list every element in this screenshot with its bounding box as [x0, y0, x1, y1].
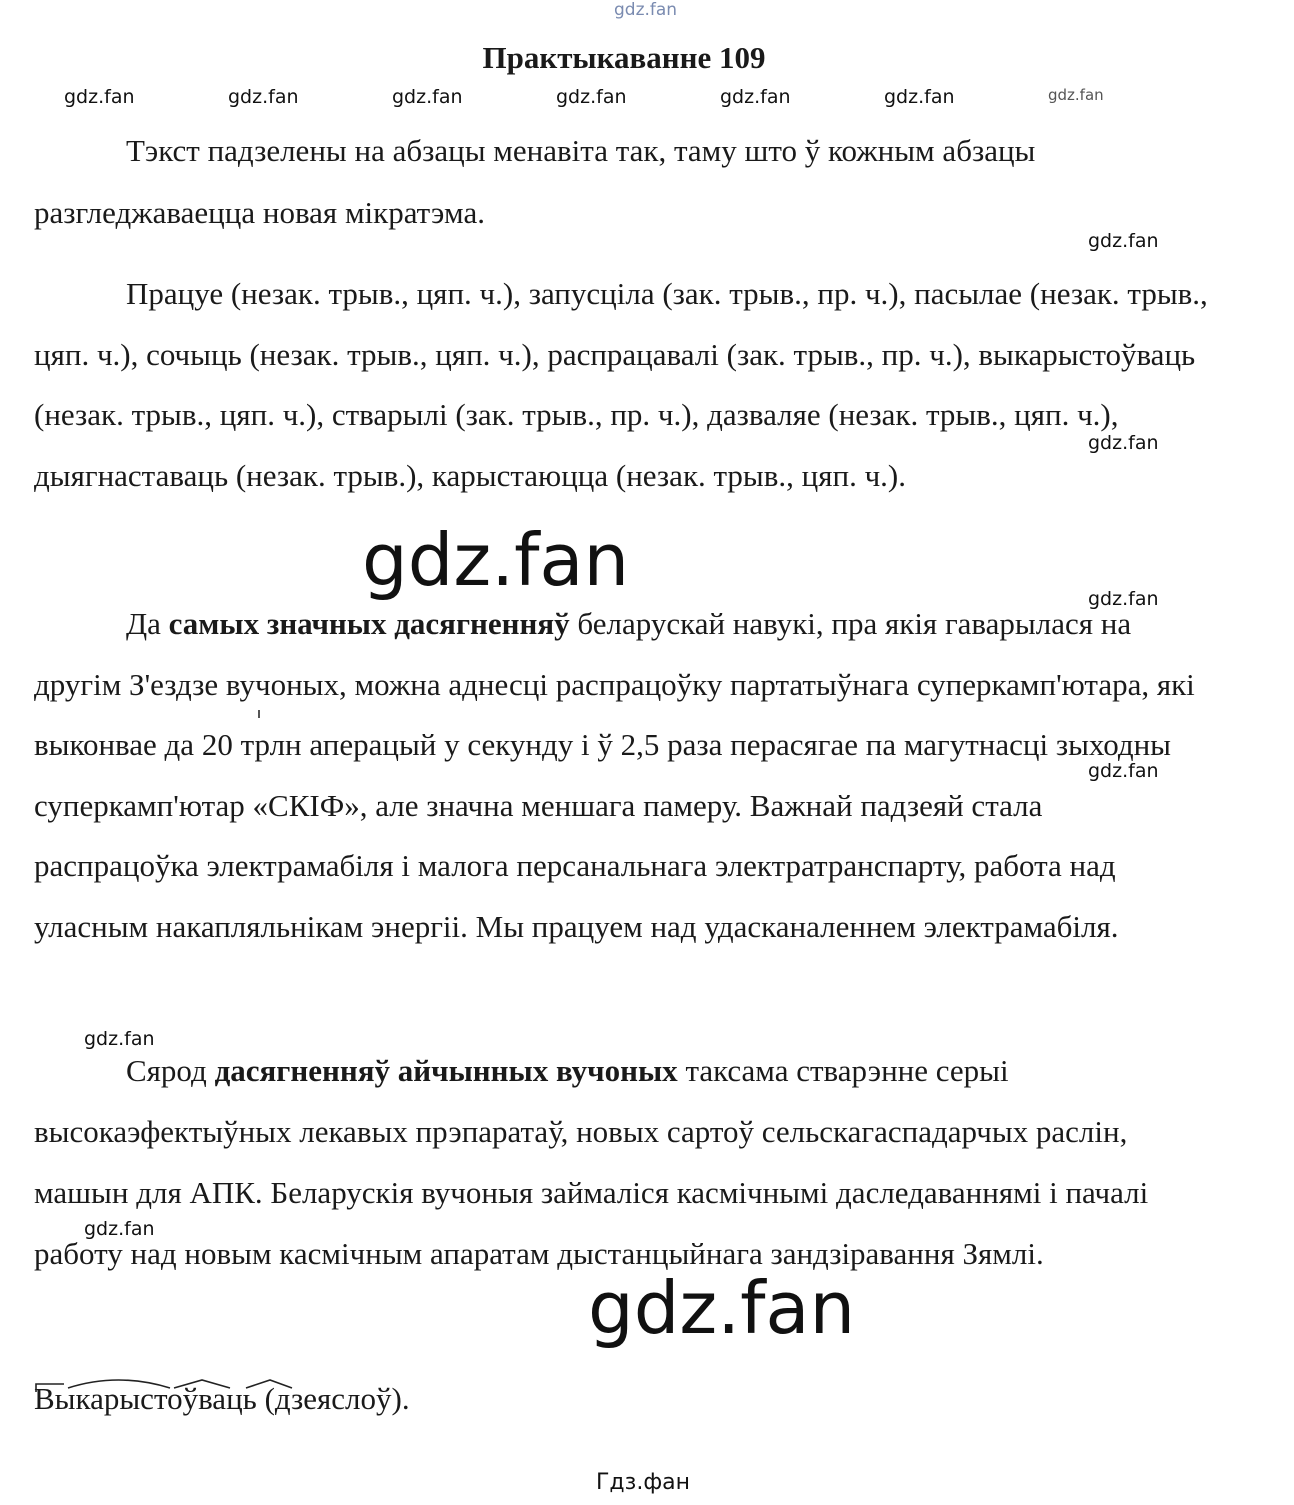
paragraph-4-rest: таксама стварэнне серыі высокаэфектыўных лекавых прэпаратаў, новых сартоў сельскагаспадарчых раслін, машын для АПК. Беларускія вучоныя займаліся касмічнымі даследаваннямі і пачалі работу над новым касмічным апаратам дыстанцыйнага зандзіравання Зямлі.	[34, 1053, 1149, 1271]
paragraph-2	[34, 264, 1214, 506]
paragraph-4-bold-phrase: дасягненняў айчынных вучоных	[214, 1053, 678, 1088]
stray-mark	[258, 710, 260, 718]
watermark: gdz.fan	[84, 1218, 155, 1240]
watermark: gdz.fan	[392, 86, 463, 108]
exercise-title: Практыкаванне 109	[482, 40, 766, 75]
watermark: gdz.fan	[884, 86, 955, 108]
watermark-top: gdz.fan	[614, 0, 678, 20]
paragraph-3-bold-phrase: самых значных дасягненняў	[168, 606, 570, 641]
part-of-speech-note: (дзеяслоў).	[256, 1381, 410, 1416]
watermark: gdz.fan	[1088, 230, 1159, 252]
paragraph-1-text: Тэкст падзелены на абзацы менавіта так, таму што ў кожным абзацы разгледжаваецца новая мікратэма.	[34, 133, 1036, 230]
watermark: gdz.fan	[1048, 86, 1104, 104]
watermark: gdz.fan	[720, 86, 791, 108]
morpheme-marks	[34, 1376, 334, 1396]
watermark: gdz.fan	[64, 86, 135, 108]
watermark-large: gdz.fan	[362, 518, 630, 602]
watermark: gdz.fan	[1088, 760, 1159, 782]
watermark-footer: Гдз.фан	[596, 1470, 690, 1495]
paragraph-4	[34, 1040, 1214, 1284]
watermark: gdz.fan	[84, 1028, 155, 1050]
paragraph-1	[34, 120, 1214, 244]
suffix-mark	[246, 1380, 292, 1388]
watermark: gdz.fan	[228, 86, 299, 108]
watermark-large: gdz.fan	[588, 1266, 856, 1350]
suffix-mark	[174, 1380, 230, 1388]
watermark: gdz.fan	[1088, 432, 1159, 454]
paragraph-3	[34, 594, 1214, 957]
analyzed-word: Выкарыстоўваць	[34, 1381, 257, 1416]
root-arc	[68, 1380, 170, 1388]
prefix-mark	[36, 1384, 64, 1392]
watermark: gdz.fan	[1088, 588, 1159, 610]
paragraph-4-lead: Сярод	[126, 1053, 215, 1088]
watermark: gdz.fan	[556, 86, 627, 108]
paragraph-3-lead: Да	[126, 606, 169, 641]
paragraph-3-rest: беларускай навукі, пра якія гаварылася на другім З'ездзе вучоных, можна аднесці распрацоўку партатыўнага суперкамп'ютара, які выконвае да 20 трлн аперацый у секунду і ў 2,5 раза перасягае па магутнасці зыходны суперкамп'ютар «СКІФ», але значна меншага памеру. Важнай падзеяй стала распрацоўка электрамабіля і малога персанальнага электратранспарту, работа над уласным накапляльнікам энергіі. Мы працуем над удасканаленнем электрамабіля.	[34, 606, 1195, 944]
morphemic-analysis	[34, 1376, 410, 1422]
paragraph-2-text: Працуе (незак. трыв., цяп. ч.), запусціла (зак. трыв., пр. ч.), пасылае (незак. трыв., цяп. ч.), сочыць (незак. трыв., цяп. ч.), распрацавалі (зак. трыв., пр. ч.), выкарыстоўваць (незак. трыв., цяп. ч.), стварылі (зак. трыв., пр. ч.), дазваляе (незак. трыв., цяп. ч.), дыягнаставаць (незак. трыв.), карыстаюцца (незак. трыв., цяп. ч.).	[34, 276, 1208, 493]
